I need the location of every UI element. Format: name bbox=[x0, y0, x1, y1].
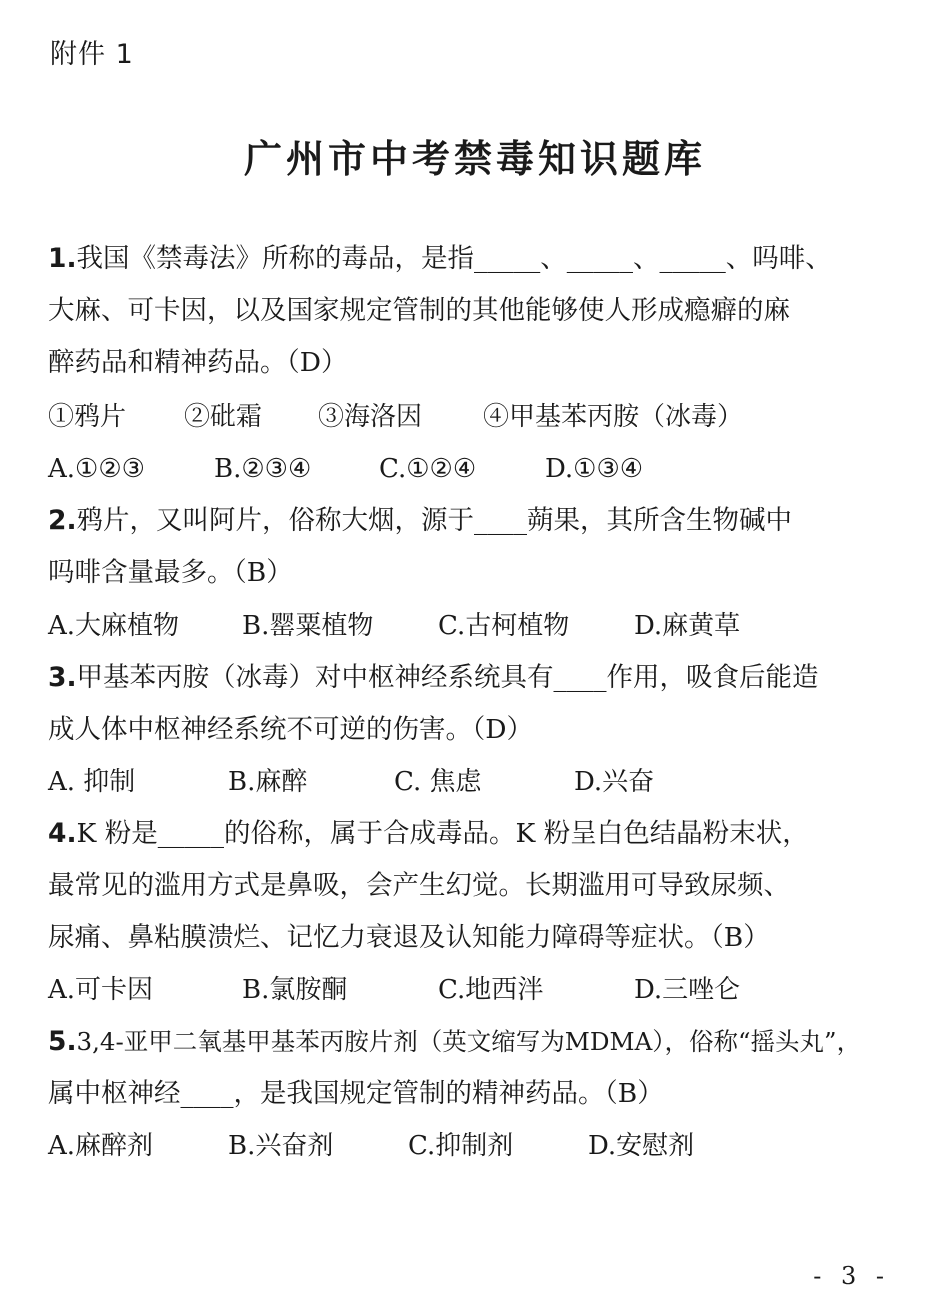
question-2-options bbox=[48, 600, 740, 652]
question-1-line-2: 大麻、可卡因，以及国家规定管制的其他能够使人形成瘾癖的麻 bbox=[48, 295, 790, 326]
option-b: B.罂粟植物 bbox=[242, 611, 374, 641]
question-5-line-2: 属中枢神经____，是我国规定管制的精神药品。（B） bbox=[48, 1078, 664, 1109]
option-d: D.兴奋 bbox=[574, 767, 655, 797]
sub-item: ④甲基苯丙胺（冰毒） bbox=[483, 402, 744, 432]
question-4-line-3: 尿痛、鼻粘膜溃烂、记忆力衰退及认知能力障碍等症状。（B） bbox=[48, 922, 770, 953]
question-5-number: 5. bbox=[48, 1026, 77, 1057]
option-c: C.抑制剂 bbox=[408, 1131, 514, 1161]
option-c: C.地西泮 bbox=[438, 975, 544, 1005]
option-a: A. 抑制 bbox=[48, 767, 136, 797]
sub-item: ③海洛因 bbox=[318, 402, 423, 432]
question-3 bbox=[48, 652, 894, 756]
option-c: C. 焦虑 bbox=[394, 767, 482, 797]
question-1-line-3: 醉药品和精神药品。（D） bbox=[48, 347, 348, 378]
option-b: B.兴奋剂 bbox=[228, 1131, 334, 1161]
option-a: A.可卡因 bbox=[48, 975, 154, 1005]
question-4 bbox=[48, 808, 894, 964]
option-a: A.①②③ bbox=[48, 454, 145, 484]
option-b: B.氯胺酮 bbox=[242, 975, 348, 1005]
question-1-line-1: 1.我国《禁毒法》所称的毒品，是指_____、_____、_____、吗啡、 bbox=[48, 243, 832, 274]
question-5 bbox=[48, 1016, 894, 1120]
question-1-options bbox=[48, 443, 643, 495]
question-2-line-2: 吗啡含量最多。（B） bbox=[48, 557, 293, 588]
option-d: D.三唑仑 bbox=[634, 975, 741, 1005]
question-3-number: 3. bbox=[48, 662, 77, 693]
option-d: D.麻黄草 bbox=[634, 611, 741, 641]
question-2-line-1: 2.鸦片，又叫阿片，俗称大烟，源于____蒴果，其所含生物碱中 bbox=[48, 505, 793, 536]
question-5-options bbox=[48, 1120, 694, 1172]
question-3-line-1: 3.甲基苯丙胺（冰毒）对中枢神经系统具有____作用，吸食后能造 bbox=[48, 662, 819, 693]
question-2-number: 2. bbox=[48, 505, 77, 536]
question-4-number: 4. bbox=[48, 818, 77, 849]
question-1 bbox=[48, 233, 894, 389]
question-4-options bbox=[48, 964, 740, 1016]
page-number: - 3 - bbox=[813, 1262, 890, 1290]
option-d: D.①③④ bbox=[545, 454, 644, 484]
option-a: A.麻醉剂 bbox=[48, 1131, 154, 1161]
question-4-line-1: 4.K 粉是_____的俗称，属于合成毒品。K 粉呈白色结晶粉末状， bbox=[48, 818, 809, 849]
sub-item: ①鸦片 bbox=[48, 402, 127, 432]
option-b: B.麻醉 bbox=[228, 767, 308, 797]
question-1-sub-items bbox=[48, 391, 743, 443]
question-3-line-2: 成人体中枢神经系统不可逆的伤害。（D） bbox=[48, 714, 533, 745]
sub-item: ②砒霜 bbox=[184, 402, 263, 432]
question-2 bbox=[48, 495, 894, 599]
option-d: D.安慰剂 bbox=[588, 1131, 695, 1161]
question-5-line-1: 5.3,4-亚甲二氧基甲基苯丙胺片剂（英文缩写为MDMA），俗称“摇头丸”， bbox=[48, 1026, 862, 1057]
question-4-line-2: 最常见的滥用方式是鼻吸，会产生幻觉。长期滥用可导致尿频、 bbox=[48, 870, 790, 901]
attachment-label: 附件 1 bbox=[50, 39, 134, 70]
option-a: A.大麻植物 bbox=[48, 611, 180, 641]
option-c: C.①②④ bbox=[379, 454, 477, 484]
question-3-options bbox=[48, 756, 654, 808]
question-1-number: 1. bbox=[48, 243, 77, 274]
option-c: C.古柯植物 bbox=[438, 611, 570, 641]
option-b: B.②③④ bbox=[214, 454, 312, 484]
page-title: 广州市中考禁毒知识题库 bbox=[243, 136, 706, 181]
